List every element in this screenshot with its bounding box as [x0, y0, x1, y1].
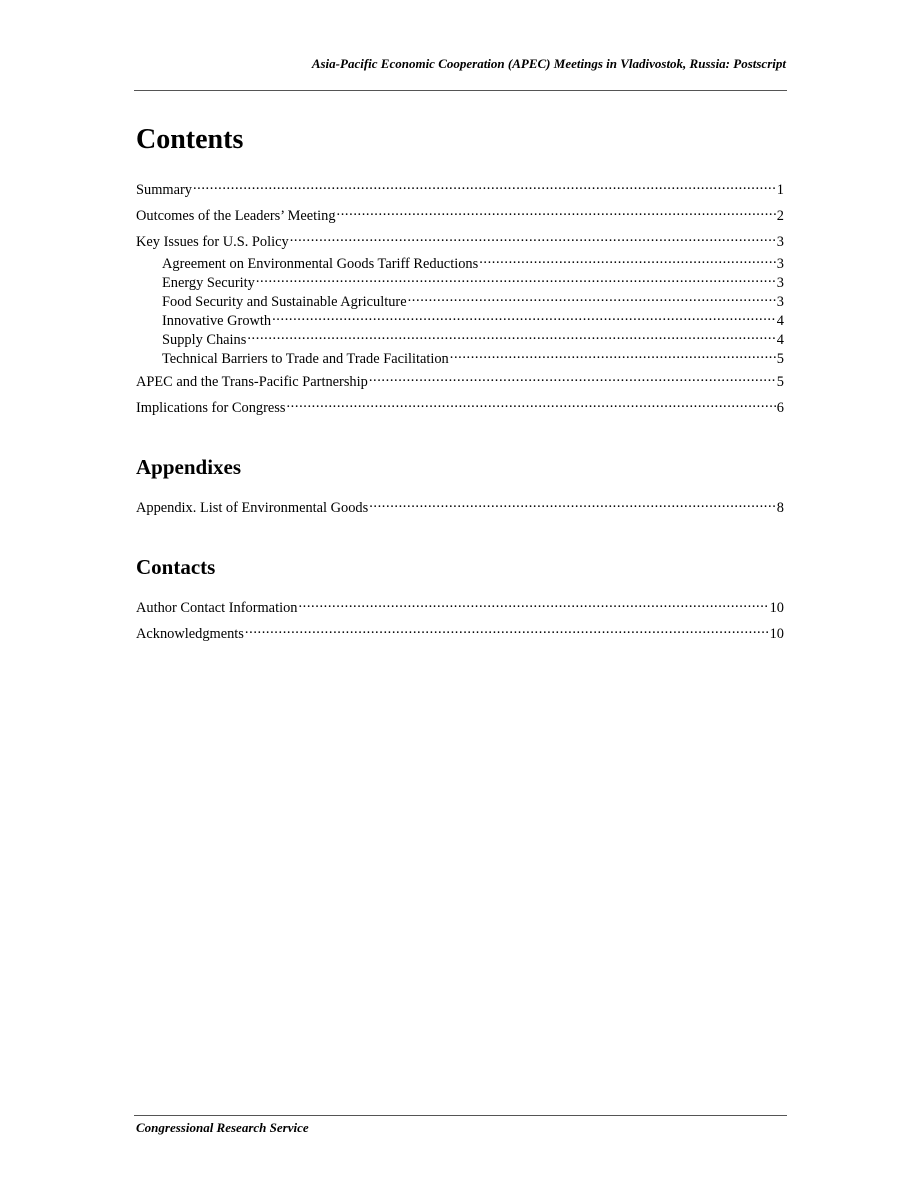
- toc-entry-title: Energy Security: [162, 275, 255, 291]
- toc-page-number: 3: [776, 275, 784, 291]
- toc-page-number: 5: [776, 351, 784, 367]
- dot-leader: [245, 620, 769, 638]
- toc-page-number: 3: [776, 294, 784, 310]
- toc-entry-title: Author Contact Information: [136, 600, 298, 616]
- dot-leader: [369, 368, 776, 386]
- toc-entry-appendix[interactable]: [136, 494, 784, 517]
- toc-entry-title: Acknowledgments: [136, 626, 244, 642]
- dot-leader: [290, 228, 776, 246]
- toc-page-number: 5: [776, 374, 784, 390]
- toc-entry-apec-tpp[interactable]: [136, 368, 784, 391]
- toc-page-number: 10: [769, 626, 784, 642]
- dot-leader: [298, 594, 768, 612]
- dot-leader: [369, 494, 776, 512]
- toc-entry-title: Food Security and Sustainable Agriculture: [162, 294, 407, 310]
- dot-leader: [479, 250, 776, 268]
- footer-text: Congressional Research Service: [136, 1120, 309, 1135]
- dot-leader: [408, 288, 776, 306]
- header-rule: [134, 90, 787, 91]
- contacts-heading: Contacts: [136, 555, 216, 579]
- dot-leader: [450, 345, 776, 363]
- contents-heading: Contents: [136, 124, 244, 155]
- dot-leader: [256, 269, 776, 287]
- toc-entry-title: Implications for Congress: [136, 400, 286, 416]
- toc-entry-title: Summary: [136, 182, 192, 198]
- toc-entry-acknowledgments[interactable]: [136, 620, 784, 643]
- toc-entry-title: Key Issues for U.S. Policy: [136, 234, 289, 250]
- toc-page-number: 2: [776, 208, 784, 224]
- appendixes-heading: Appendixes: [136, 455, 242, 479]
- dot-leader: [286, 394, 775, 412]
- toc-page-number: 3: [776, 256, 784, 272]
- dot-leader: [337, 202, 776, 220]
- toc-entry-author-contact[interactable]: [136, 594, 784, 617]
- toc-entry-title: Agreement on Environmental Goods Tariff Reductions: [162, 256, 479, 272]
- toc-entry-title: Innovative Growth: [162, 313, 272, 329]
- toc-entry-title: Technical Barriers to Trade and Trade Facilitation: [162, 351, 449, 367]
- toc-entry-title: APEC and the Trans-Pacific Partnership: [136, 374, 368, 390]
- dot-leader: [247, 326, 775, 344]
- toc-entry-implications[interactable]: [136, 394, 784, 417]
- toc-page-number: 1: [776, 182, 784, 198]
- toc-entry-title: Appendix. List of Environmental Goods: [136, 500, 369, 516]
- toc-entry-key-issues[interactable]: [136, 228, 784, 251]
- toc-entry-title: Supply Chains: [162, 332, 247, 348]
- dot-leader: [272, 307, 776, 325]
- toc-entry-technical-barriers[interactable]: [162, 345, 784, 368]
- toc-page-number: 6: [776, 400, 784, 416]
- toc-page-number: 10: [769, 600, 784, 616]
- toc-page-number: 4: [776, 332, 784, 348]
- toc-entry-outcomes[interactable]: [136, 202, 784, 225]
- toc-entry-summary[interactable]: [136, 176, 784, 199]
- running-header: Asia-Pacific Economic Cooperation (APEC) Meetings in Vladivostok, Russia: Postscript: [311, 56, 786, 71]
- toc-page-number: 8: [776, 500, 784, 516]
- footer-rule: [134, 1115, 787, 1116]
- toc-page-number: 3: [776, 234, 784, 250]
- toc-page-number: 4: [776, 313, 784, 329]
- toc-entry-title: Outcomes of the Leaders’ Meeting: [136, 208, 336, 224]
- dot-leader: [193, 176, 776, 194]
